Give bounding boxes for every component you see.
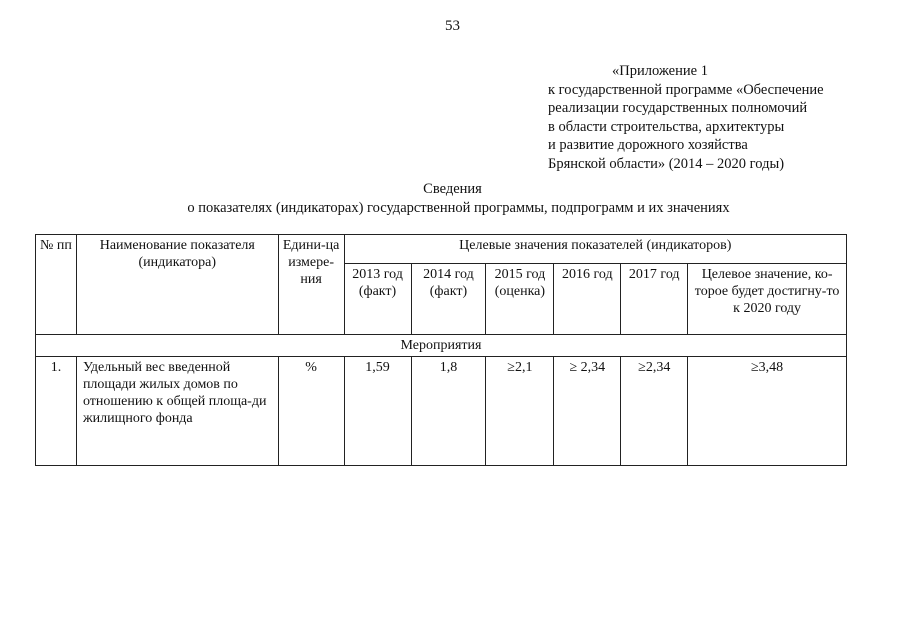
col-header-name: Наименование показателя (индикатора) [76, 235, 278, 335]
cell-num: 1. [36, 357, 77, 466]
appendix-line: в области строительства, архитектуры [548, 118, 785, 135]
col-header-year: 2015 год (оценка) [486, 264, 554, 335]
table-row [36, 357, 847, 466]
cell-value: ≥2,1 [486, 357, 554, 466]
cell-value: ≥ 2,34 [554, 357, 621, 466]
section-row [36, 335, 847, 357]
cell-value: 1,59 [344, 357, 411, 466]
col-header-target-2020: Целевое значение, ко-торое будет достигну-то к 2020 году [688, 264, 847, 335]
appendix-line: к государственной программе «Обеспечение [548, 81, 824, 98]
col-header-num: № пп [36, 235, 77, 335]
appendix-line: реализации государственных полномочий [548, 100, 808, 116]
col-header-unit: Едини-ца измере-ния [278, 235, 344, 335]
appendix-line: и развитие дорожного хозяйства [548, 137, 748, 153]
col-header-year: 2017 год [621, 264, 688, 335]
col-header-year: 2014 год (факт) [411, 264, 486, 335]
cell-name: Удельный вес введенной площади жилых домов по отношению к общей площа-ди жилищного фонда [76, 357, 278, 466]
col-header-year: 2013 год (факт) [344, 264, 411, 335]
indicators-table [35, 234, 847, 466]
section-label: Мероприятия [36, 335, 847, 357]
appendix-block [548, 62, 868, 173]
heading-title: Сведения [423, 181, 482, 197]
appendix-line: Брянской области» (2014 – 2020 годы) [548, 155, 785, 172]
col-header-target-group: Целевые значения показателей (индикаторов) [344, 235, 846, 264]
cell-value: ≥3,48 [688, 357, 847, 466]
cell-value: ≥2,34 [621, 357, 688, 466]
appendix-line: «Приложение 1 [612, 63, 708, 79]
heading-subtitle: о показателях (индикаторах) государственной программы, подпрограмм и их значениях [187, 200, 730, 216]
document-heading [0, 180, 905, 218]
page-number: 53 [445, 18, 460, 34]
cell-value: 1,8 [411, 357, 486, 466]
table-header-row [36, 235, 847, 264]
cell-unit: % [278, 357, 344, 466]
col-header-year: 2016 год [554, 264, 621, 335]
